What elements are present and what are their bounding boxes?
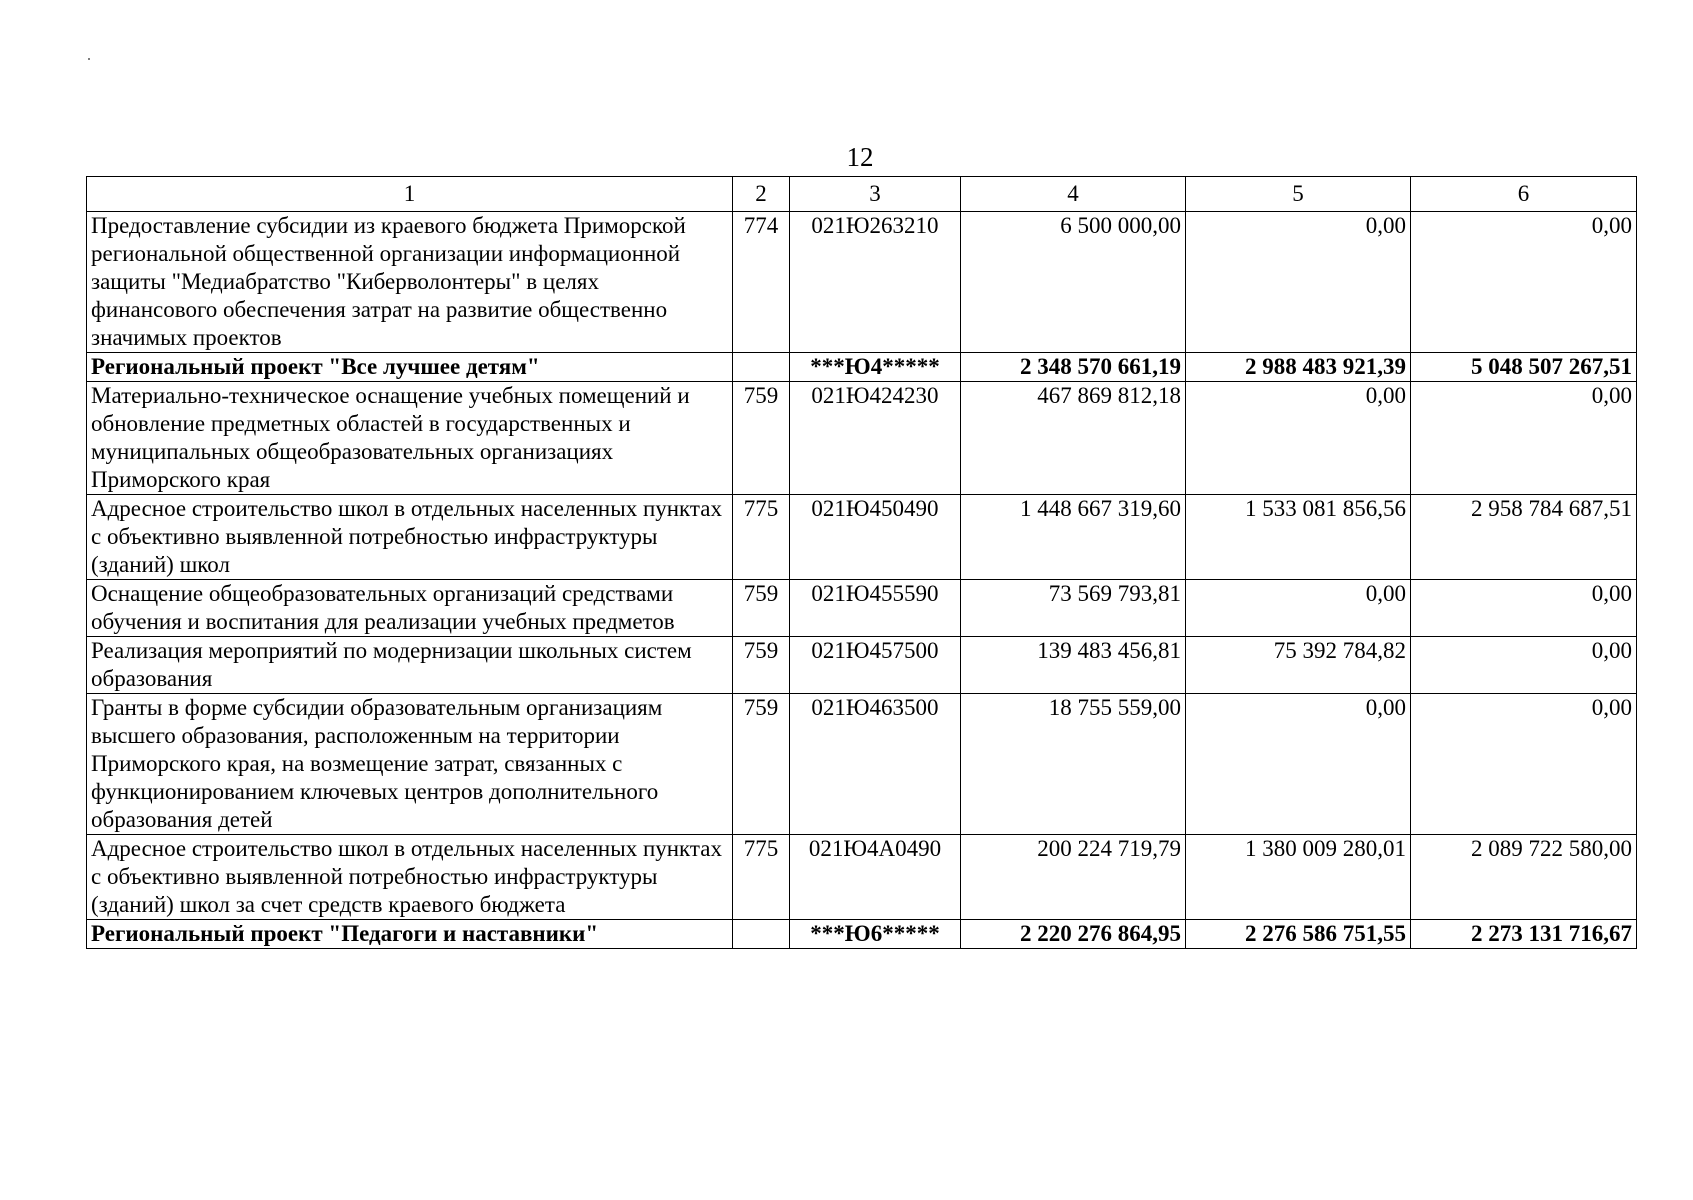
row-department-code: 759 — [733, 382, 790, 495]
column-header-4: 4 — [961, 177, 1186, 212]
row-target-article: 021Ю457500 — [790, 637, 961, 694]
row-department-code: 759 — [733, 637, 790, 694]
row-value-4: 18 755 559,00 — [961, 694, 1186, 835]
budget-table — [86, 176, 1637, 949]
row-target-article: 021Ю4А0490 — [790, 835, 961, 920]
row-value-5: 0,00 — [1186, 694, 1411, 835]
row-department-code — [733, 353, 790, 382]
row-target-article: 021Ю450490 — [790, 495, 961, 580]
row-value-6: 0,00 — [1411, 382, 1637, 495]
row-value-4: 467 869 812,18 — [961, 382, 1186, 495]
row-target-article: ***Ю4***** — [790, 353, 961, 382]
row-value-6: 5 048 507 267,51 — [1411, 353, 1637, 382]
table-row-project-total — [87, 920, 1637, 949]
row-value-6: 0,00 — [1411, 637, 1637, 694]
row-name: Региональный проект "Педагоги и наставники" — [87, 920, 733, 949]
column-header-2: 2 — [733, 177, 790, 212]
row-department-code — [733, 920, 790, 949]
row-value-5: 1 533 081 856,56 — [1186, 495, 1411, 580]
row-value-5: 2 276 586 751,55 — [1186, 920, 1411, 949]
row-value-5: 2 988 483 921,39 — [1186, 353, 1411, 382]
row-name: Гранты в форме субсидии образовательным организациям высшего образования, расположенным на территории Приморского края, на возмещение затрат, связанных с функционированием ключевых центров дополнительного образования детей — [87, 694, 733, 835]
table-row-project-total — [87, 353, 1637, 382]
column-header-1: 1 — [87, 177, 733, 212]
row-name: Материально-техническое оснащение учебных помещений и обновление предметных областей в государственных и муниципальных общеобразовательных организациях Приморского края — [87, 382, 733, 495]
column-header-5: 5 — [1186, 177, 1411, 212]
table-row — [87, 637, 1637, 694]
table-row — [87, 382, 1637, 495]
table-row — [87, 495, 1637, 580]
row-name: Адресное строительство школ в отдельных населенных пунктах с объективно выявленной потребностью инфраструктуры (зданий) школ за счет средств краевого бюджета — [87, 835, 733, 920]
table-row — [87, 694, 1637, 835]
table-row — [87, 835, 1637, 920]
row-value-4: 1 448 667 319,60 — [961, 495, 1186, 580]
row-target-article: 021Ю455590 — [790, 580, 961, 637]
row-name: Адресное строительство школ в отдельных населенных пунктах с объективно выявленной потребностью инфраструктуры (зданий) школ — [87, 495, 733, 580]
table-row — [87, 212, 1637, 353]
column-header-3: 3 — [790, 177, 961, 212]
row-name: Реализация мероприятий по модернизации школьных систем образования — [87, 637, 733, 694]
page-number: 12 — [846, 142, 874, 172]
row-value-4: 6 500 000,00 — [961, 212, 1186, 353]
row-value-4: 200 224 719,79 — [961, 835, 1186, 920]
row-value-5: 75 392 784,82 — [1186, 637, 1411, 694]
row-value-5: 0,00 — [1186, 382, 1411, 495]
row-value-6: 2 958 784 687,51 — [1411, 495, 1637, 580]
row-department-code: 759 — [733, 694, 790, 835]
row-target-article: 021Ю463500 — [790, 694, 961, 835]
row-department-code: 774 — [733, 212, 790, 353]
row-department-code: 759 — [733, 580, 790, 637]
header-row — [87, 177, 1637, 212]
row-department-code: 775 — [733, 835, 790, 920]
row-value-6: 0,00 — [1411, 212, 1637, 353]
row-value-4: 2 220 276 864,95 — [961, 920, 1186, 949]
row-target-article: ***Ю6***** — [790, 920, 961, 949]
column-header-6: 6 — [1411, 177, 1637, 212]
row-value-5: 0,00 — [1186, 580, 1411, 637]
row-value-4: 2 348 570 661,19 — [961, 353, 1186, 382]
scan-speck — [88, 58, 90, 60]
row-name: Оснащение общеобразовательных организаций средствами обучения и воспитания для реализации учебных предметов — [87, 580, 733, 637]
row-value-6: 0,00 — [1411, 694, 1637, 835]
row-value-5: 0,00 — [1186, 212, 1411, 353]
row-value-4: 73 569 793,81 — [961, 580, 1186, 637]
row-department-code: 775 — [733, 495, 790, 580]
row-target-article: 021Ю263210 — [790, 212, 961, 353]
row-value-5: 1 380 009 280,01 — [1186, 835, 1411, 920]
row-value-6: 2 089 722 580,00 — [1411, 835, 1637, 920]
row-value-4: 139 483 456,81 — [961, 637, 1186, 694]
row-value-6: 2 273 131 716,67 — [1411, 920, 1637, 949]
row-value-6: 0,00 — [1411, 580, 1637, 637]
row-target-article: 021Ю424230 — [790, 382, 961, 495]
table-row — [87, 580, 1637, 637]
row-name: Предоставление субсидии из краевого бюджета Приморской региональной общественной организации информационной защиты "Медиабратство "Киберволонтеры" в целях финансового обеспечения затрат на развитие общественно значимых проектов — [87, 212, 733, 353]
row-name: Региональный проект "Все лучшее детям" — [87, 353, 733, 382]
